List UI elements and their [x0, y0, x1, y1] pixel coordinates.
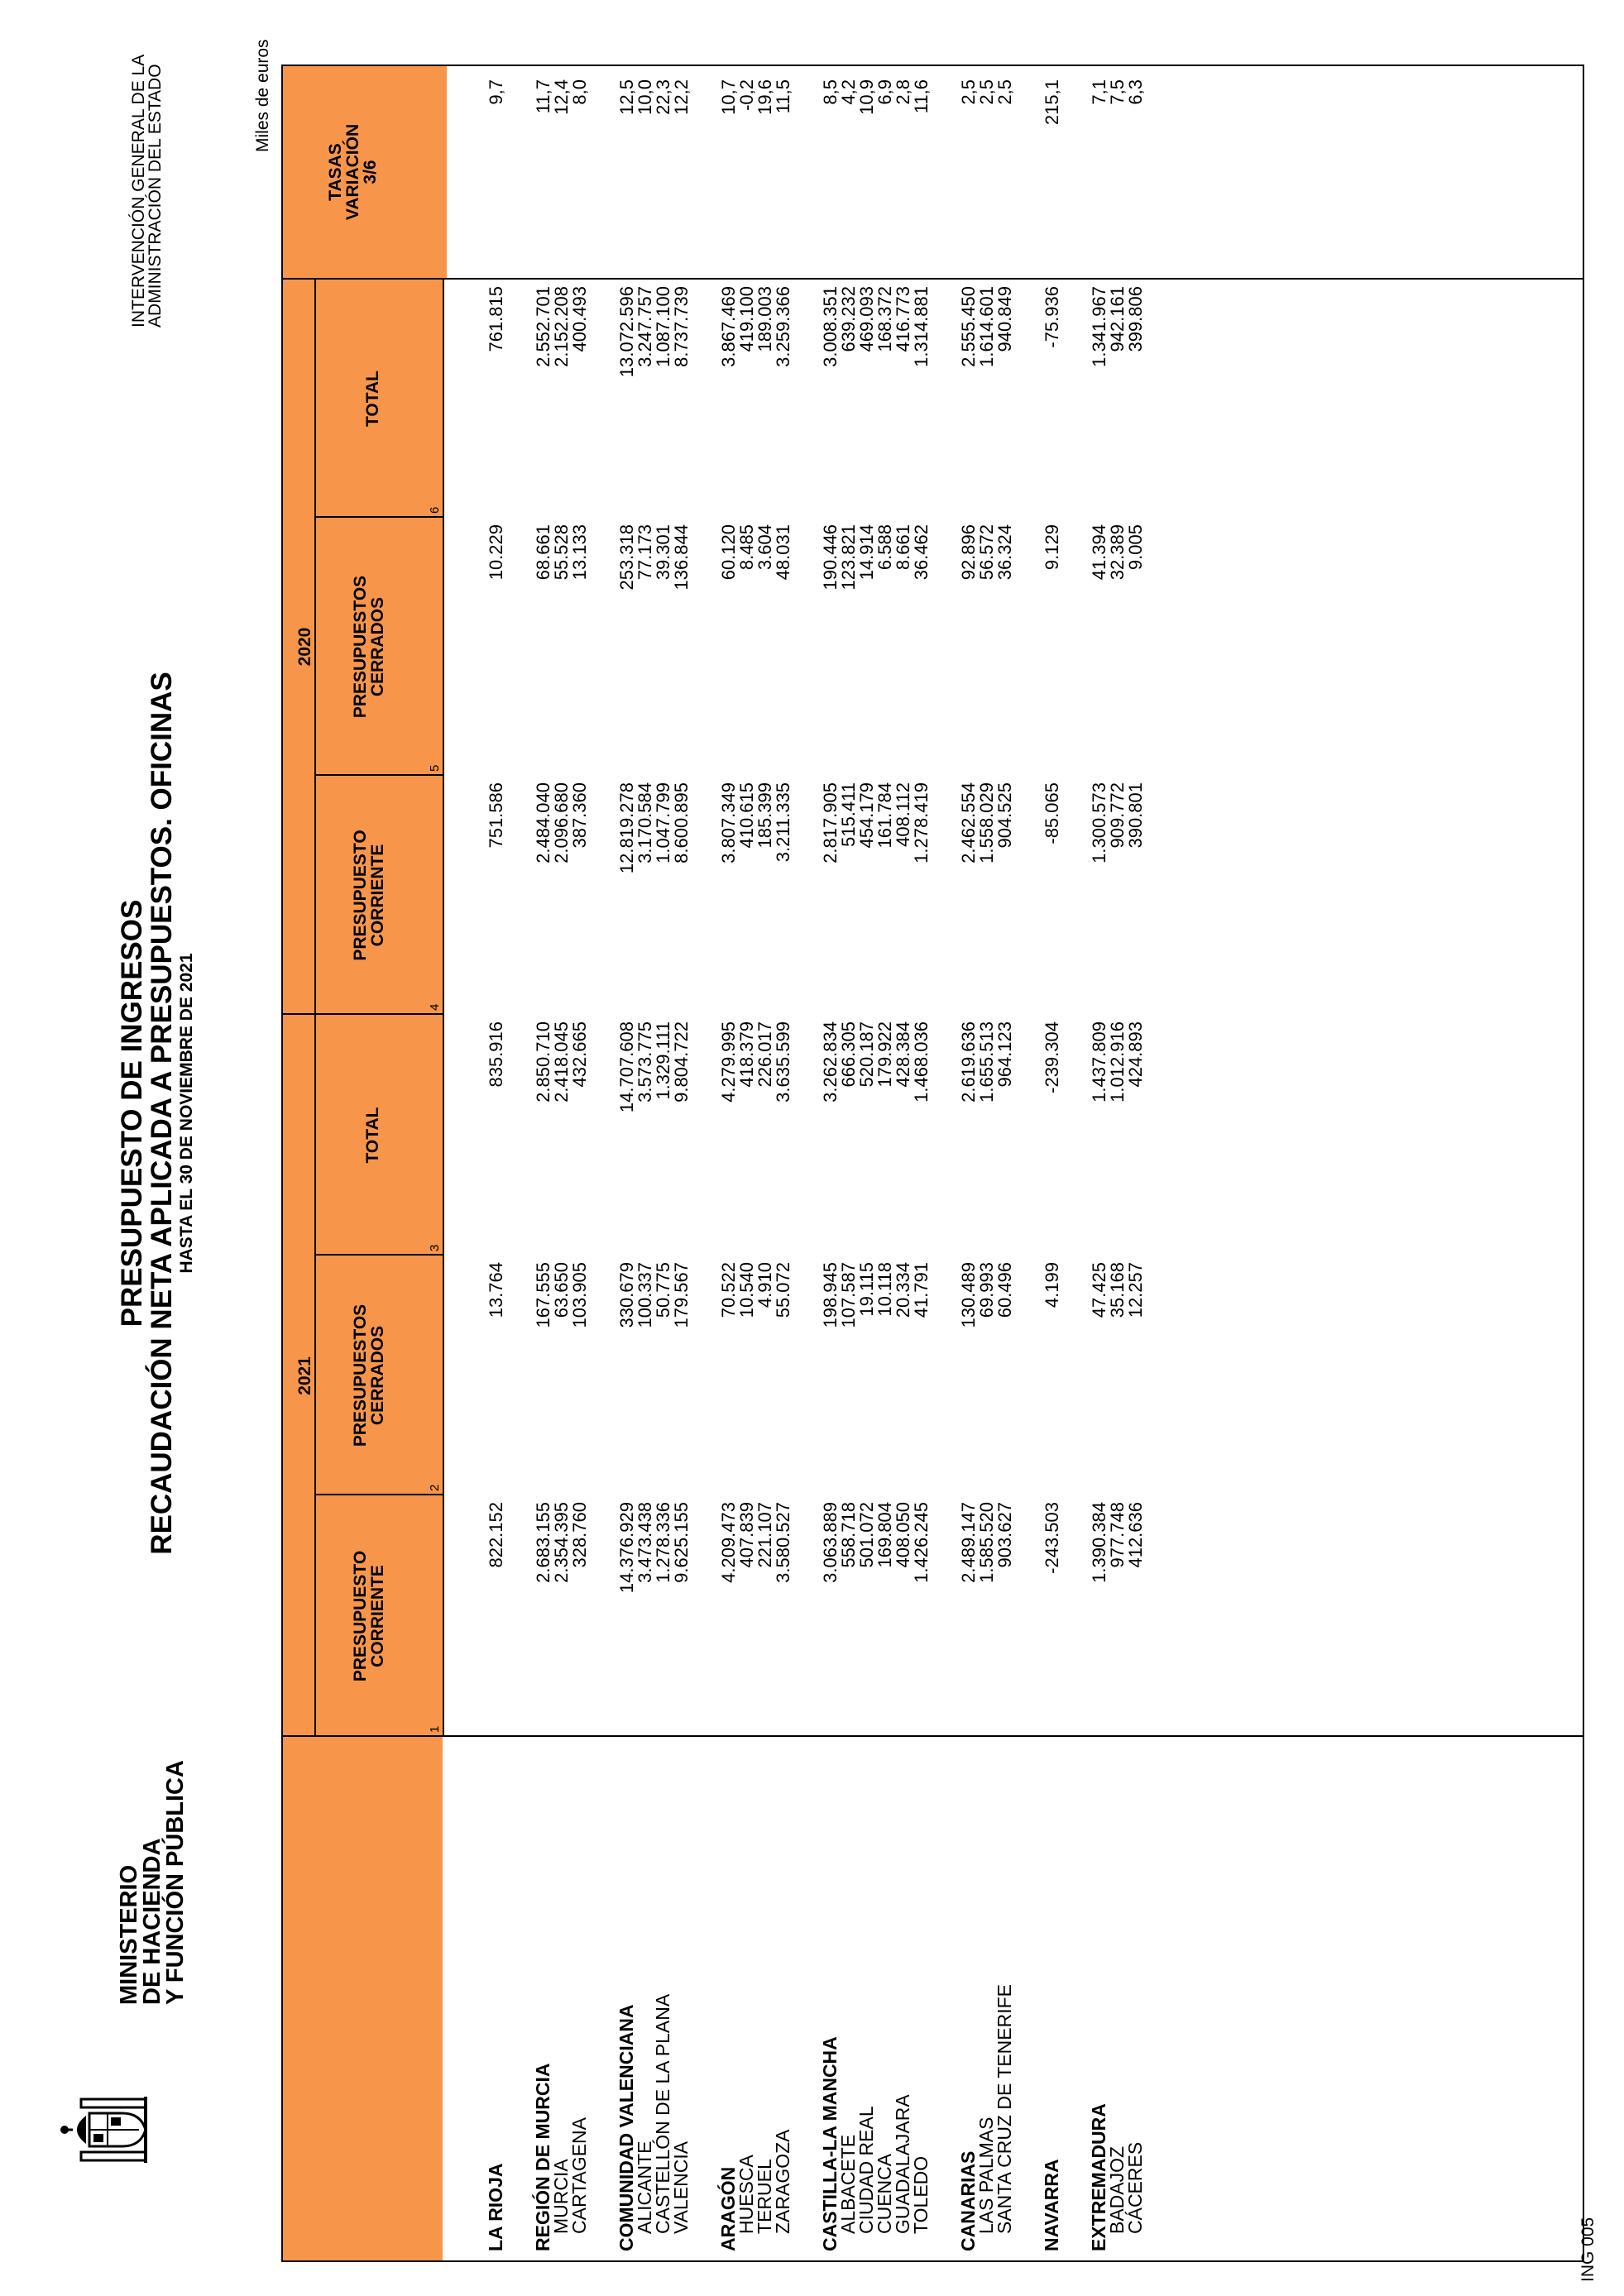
table-cell: 515.411	[838, 782, 859, 847]
table-cell: 100.337	[635, 1262, 655, 1328]
table-cell: 39.301	[653, 524, 673, 581]
table-cell: 2.850.710	[533, 1021, 553, 1103]
table-cell: 3.635.599	[773, 1021, 793, 1103]
column-number: 5	[428, 764, 442, 772]
table-cell: 190.446	[820, 524, 841, 591]
office-row-label: GUADALAJARA	[892, 2094, 913, 2234]
data-table	[281, 65, 1584, 2262]
table-cell: 253.318	[616, 524, 637, 591]
table-cell: 469.093	[856, 286, 877, 352]
table-cell: 11,5	[773, 79, 793, 114]
table-cell: 4.199	[1042, 1262, 1062, 1308]
table-cell: 428.384	[893, 1021, 913, 1088]
report-subtitle: RECAUDACIÓN NETA APLICADA A PRESUPUESTOS. OFICINAS	[146, 672, 178, 1555]
table-cell: 12,5	[616, 79, 637, 115]
table-cell: 185.399	[755, 782, 775, 849]
column-header-line: TOTAL	[363, 1107, 382, 1164]
office-row-label: TERUEL	[754, 2159, 775, 2234]
region-row-label: CANARIAS	[957, 2150, 979, 2251]
column-header	[364, 280, 381, 518]
table-cell: 3.580.527	[773, 1502, 793, 1583]
table-cell: 1.047.799	[653, 782, 673, 863]
table-cell: 4,2	[838, 79, 859, 105]
ministry-name	[117, 1760, 187, 2005]
office-row-label: HUESCA	[735, 2155, 757, 2234]
table-cell: 835.916	[486, 1021, 506, 1088]
column-header-line: PRESUPUESTO	[351, 1550, 370, 1682]
table-cell: 1.426.245	[911, 1502, 932, 1583]
office-row-label: ALBACETE	[837, 2134, 859, 2234]
column-header-line: CORRIENTE	[368, 1565, 387, 1667]
issuer-name	[131, 55, 164, 328]
table-cell: 55.528	[551, 524, 572, 581]
table-cell: 751.586	[486, 782, 506, 849]
table-cell: 1.437.809	[1089, 1021, 1109, 1103]
table-cell: 2.484.040	[533, 782, 553, 863]
table-cell: 977.748	[1107, 1502, 1128, 1568]
table-cell: 12.257	[1125, 1262, 1146, 1318]
column-header	[352, 776, 386, 1015]
column-header	[352, 1495, 386, 1737]
table-cell: 1.585.520	[976, 1502, 997, 1583]
table-cell: 964.123	[994, 1021, 1015, 1088]
table-cell: 56.572	[976, 524, 997, 581]
table-cell: 13.764	[486, 1262, 506, 1318]
table-cell: -75.936	[1042, 286, 1062, 348]
table-cell: 55.072	[773, 1262, 793, 1318]
table-cell: 3.247.757	[635, 286, 655, 367]
table-cell: 9.804.722	[671, 1021, 692, 1103]
office-row-label: CUENCA	[874, 2153, 895, 2234]
column-header	[327, 65, 379, 280]
units-label: Miles de euros	[253, 39, 272, 152]
office-row-label: CÁCERES	[1124, 2141, 1146, 2234]
table-cell: 12,2	[671, 79, 692, 115]
table-cell: 1.329.111	[653, 1021, 673, 1100]
table-cell: 1.278.336	[653, 1502, 673, 1583]
table-cell: 3.604	[755, 524, 775, 571]
issuer-line-2: ADMINISTRACIÓN DEL ESTADO	[146, 64, 165, 328]
report-period: HASTA EL 30 DE NOVIEMBRE DE 2021	[177, 953, 196, 1274]
table-cell: 4.209.473	[718, 1502, 739, 1583]
office-row-label: BADAJOZ	[1106, 2145, 1128, 2234]
column-header-line: PRESUPUESTOS	[351, 1303, 370, 1447]
table-cell: 13.133	[569, 524, 590, 581]
table-cell: 3.170.584	[635, 782, 655, 863]
table-cell: 189.003	[755, 286, 775, 352]
table-cell: 3.573.775	[635, 1021, 655, 1103]
table-cell: 12.819.278	[616, 782, 637, 874]
table-cell: 226.017	[755, 1021, 775, 1088]
table-cell: 103.905	[569, 1262, 590, 1328]
table-cell: 558.718	[838, 1502, 859, 1568]
table-cell: 63.650	[551, 1262, 572, 1318]
table-cell: 11,6	[911, 79, 932, 114]
table-cell: 2.817.905	[820, 782, 841, 863]
table-cell: 909.772	[1107, 782, 1128, 849]
office-row-label: CIUDAD REAL	[855, 2106, 877, 2234]
table-cell: 2.552.701	[533, 286, 553, 367]
office-row-label: LAS PALMAS	[975, 2117, 997, 2234]
table-cell: 8,0	[569, 79, 590, 105]
column-divider	[281, 1735, 1584, 1737]
table-cell: 2,5	[976, 79, 997, 105]
office-row-label: SANTA CRUZ DE TENERIFE	[994, 1983, 1015, 2234]
table-cell: 12,4	[551, 79, 572, 115]
table-cell: 761.815	[486, 286, 506, 352]
table-cell: 168.372	[874, 286, 895, 352]
region-row-label: EXTREMADURA	[1088, 2103, 1109, 2251]
table-cell: 2.619.636	[958, 1021, 979, 1103]
table-cell: -85.065	[1042, 782, 1062, 844]
column-divider	[281, 278, 1584, 280]
table-cell: 2,8	[893, 79, 913, 105]
table-cell: -243.503	[1042, 1502, 1062, 1574]
table-cell: 330.679	[616, 1262, 637, 1328]
region-row-label: NAVARRA	[1041, 2159, 1062, 2251]
region-row-label: COMUNIDAD VALENCIANA	[616, 2004, 637, 2251]
table-cell: 68.661	[533, 524, 553, 581]
column-header-line: PRESUPUESTO	[351, 830, 370, 961]
table-cell: 14.376.929	[616, 1502, 637, 1594]
column-number: 3	[428, 1244, 442, 1251]
column-header-line: PRESUPUESTOS	[351, 575, 370, 719]
year-2021-header: 2021	[295, 1356, 314, 1395]
table-cell: 10,9	[856, 79, 877, 115]
table-cell: 179.567	[671, 1262, 692, 1328]
column-header	[364, 1015, 381, 1256]
table-cell: 32.389	[1107, 524, 1128, 581]
table-cell: 6.588	[874, 524, 895, 571]
table-cell: 1.012.916	[1107, 1021, 1128, 1103]
table-cell: 14.707.608	[616, 1021, 637, 1113]
table-cell: 1.087.100	[653, 286, 673, 367]
table-cell: 2.489.147	[958, 1502, 979, 1583]
spanish-coat-of-arms-icon	[56, 2093, 156, 2167]
table-cell: 8.485	[736, 524, 757, 571]
table-cell: 419.100	[736, 286, 757, 352]
column-header-line: VARIACIÓN	[343, 123, 362, 221]
issuer-line-1: INTERVENCIÓN GENERAL DE LA	[129, 54, 148, 328]
table-cell: 7,5	[1107, 79, 1128, 105]
column-header	[352, 518, 386, 776]
office-row-label: TOLEDO	[910, 2155, 932, 2234]
table-cell: 2,5	[958, 79, 979, 105]
office-row-label: VALENCIA	[670, 2141, 692, 2234]
table-cell: 9,7	[486, 79, 506, 105]
table-cell: 2.152.208	[551, 286, 572, 367]
header-bottom-line	[443, 279, 444, 1737]
table-cell: 3.259.366	[773, 286, 793, 367]
table-cell: 167.555	[533, 1262, 553, 1328]
table-cell: 666.305	[838, 1021, 859, 1088]
column-header-line: TASAS	[326, 143, 345, 201]
table-cell: 4.279.995	[718, 1021, 739, 1103]
table-cell: 2.555.450	[958, 286, 979, 367]
table-cell: 2,5	[994, 79, 1015, 105]
table-cell: 221.107	[755, 1502, 775, 1568]
column-number: 2	[428, 1484, 442, 1491]
table-cell: 328.760	[569, 1502, 590, 1568]
table-cell: 9.129	[1042, 524, 1062, 571]
table-cell: 407.839	[736, 1502, 757, 1568]
ministry-line-2: DE HACIENDA	[139, 1838, 165, 2005]
table-cell: 9.005	[1125, 524, 1146, 571]
table-cell: 1.278.419	[911, 782, 932, 863]
table-cell: 50.775	[653, 1262, 673, 1318]
table-cell: 13.072.596	[616, 286, 637, 378]
table-cell: 454.179	[856, 782, 877, 849]
table-cell: 3.211.335	[773, 782, 793, 863]
table-cell: 70.522	[718, 1262, 739, 1318]
table-cell: 1.300.573	[1089, 782, 1109, 863]
table-cell: 904.525	[994, 782, 1015, 849]
table-cell: 2.462.554	[958, 782, 979, 863]
table-cell: 7,1	[1089, 79, 1109, 105]
table-cell: 1.341.967	[1089, 286, 1109, 367]
column-header-line: CORRIENTE	[368, 844, 387, 947]
table-cell: 8.600.895	[671, 782, 692, 863]
table-cell: 20.334	[893, 1262, 913, 1318]
office-row-label: CARTAGENA	[568, 2117, 590, 2234]
table-cell: 19.115	[856, 1262, 877, 1317]
table-cell: 14.914	[856, 524, 877, 581]
office-row-label: CASTELLÓN DE LA PLANA	[652, 1993, 673, 2234]
office-row-label: ALICANTE	[634, 2141, 655, 2234]
table-cell: 1.655.513	[976, 1021, 997, 1103]
table-cell: 19,6	[755, 79, 775, 115]
table-cell: 35.168	[1107, 1262, 1128, 1318]
year-2020-header: 2020	[295, 627, 314, 667]
column-header-line: 3/6	[361, 160, 380, 184]
table-cell: 416.773	[893, 286, 913, 352]
table-cell: -0,2	[736, 79, 757, 111]
region-row-label: ARAGÓN	[717, 2166, 739, 2251]
table-cell: 10,7	[718, 79, 739, 115]
table-cell: 520.187	[856, 1021, 877, 1088]
table-cell: 390.801	[1125, 782, 1146, 849]
table-cell: 400.493	[569, 286, 590, 352]
table-cell: 9.625.155	[671, 1502, 692, 1583]
report-title: PRESUPUESTO DE INGRESOS	[116, 899, 148, 1327]
table-cell: 408.050	[893, 1502, 913, 1568]
table-cell: 942.161	[1107, 286, 1128, 352]
table-cell: 215,1	[1042, 79, 1062, 126]
table-cell: 3.063.889	[820, 1502, 841, 1583]
table-cell: 940.849	[994, 286, 1015, 352]
table-cell: 501.072	[856, 1502, 877, 1568]
table-cell: 8.737.739	[671, 286, 692, 367]
table-cell: 822.152	[486, 1502, 506, 1568]
table-cell: 2.683.155	[533, 1502, 553, 1583]
ministry-line-3: Y FUNCIÓN PÚBLICA	[162, 1760, 189, 2005]
table-cell: 1.390.384	[1089, 1502, 1109, 1583]
column-number: 1	[428, 1725, 442, 1733]
table-cell: 123.821	[838, 524, 859, 591]
table-cell: 10.229	[486, 524, 506, 581]
office-row-label: ZARAGOZA	[772, 2129, 793, 2234]
table-cell: 60.496	[994, 1262, 1015, 1318]
table-cell: 6,3	[1125, 79, 1146, 105]
table-cell: 107.587	[838, 1262, 859, 1328]
table-cell: 22,3	[653, 79, 673, 115]
table-cell: 10.540	[736, 1262, 757, 1318]
year-divider-line	[314, 279, 316, 1737]
table-cell: 3.807.349	[718, 782, 739, 863]
table-cell: 3.473.438	[635, 1502, 655, 1583]
table-cell: 60.120	[718, 524, 739, 581]
table-cell: -239.304	[1042, 1021, 1062, 1093]
table-cell: 198.945	[820, 1262, 841, 1328]
table-cell: 92.896	[958, 524, 979, 581]
table-cell: 3.008.351	[820, 286, 841, 367]
table-cell: 408.112	[893, 782, 913, 847]
table-cell: 10.118	[874, 1262, 895, 1317]
region-row-label: CASTILLA-LA MANCHA	[819, 2036, 841, 2251]
table-cell: 6,9	[874, 79, 895, 105]
table-cell: 432.665	[569, 1021, 590, 1088]
table-cell: 169.804	[874, 1502, 895, 1568]
table-cell: 1.314.881	[911, 286, 932, 367]
table-cell: 10,0	[635, 79, 655, 115]
table-cell: 130.489	[958, 1262, 979, 1328]
column-header-line: TOTAL	[363, 370, 382, 428]
table-cell: 41.394	[1089, 524, 1109, 581]
table-cell: 41.791	[911, 1262, 932, 1318]
table-cell: 69.993	[976, 1262, 997, 1318]
table-cell: 8,5	[820, 79, 841, 105]
table-cell: 136.844	[671, 524, 692, 591]
table-cell: 1.558.029	[976, 782, 997, 863]
table-cell: 410.615	[736, 782, 757, 849]
table-cell: 399.806	[1125, 286, 1146, 352]
table-cell: 36.324	[994, 524, 1015, 581]
column-number: 4	[428, 1003, 442, 1011]
column-number: 6	[428, 506, 442, 514]
table-cell: 4.910	[755, 1262, 775, 1308]
table-cell: 3.262.834	[820, 1021, 841, 1103]
table-cell: 903.627	[994, 1502, 1015, 1568]
table-cell: 2.096.680	[551, 782, 572, 863]
table-cell: 36.462	[911, 524, 932, 581]
table-cell: 8.661	[893, 524, 913, 571]
table-cell: 418.379	[736, 1021, 757, 1088]
table-cell: 424.893	[1125, 1021, 1146, 1088]
table-cell: 1.468.036	[911, 1021, 932, 1103]
table-cell: 77.173	[635, 524, 655, 581]
table-cell: 48.031	[773, 524, 793, 581]
column-header	[352, 1256, 386, 1495]
table-cell: 2.354.395	[551, 1502, 572, 1583]
region-row-label: REGIÓN DE MURCIA	[532, 2063, 553, 2251]
column-header-line: CERRADOS	[368, 596, 387, 697]
table-cell: 1.614.601	[976, 286, 997, 367]
form-code: ING 005	[1578, 2217, 1598, 2282]
table-cell: 161.784	[874, 782, 895, 849]
table-cell: 387.360	[569, 782, 590, 849]
office-row-label: MURCIA	[550, 2159, 572, 2234]
table-cell: 3.867.469	[718, 286, 739, 367]
table-cell: 412.636	[1125, 1502, 1146, 1568]
ministry-line-1: MINISTERIO	[116, 1864, 142, 2005]
table-cell: 179.922	[874, 1021, 895, 1088]
column-header-line: CERRADOS	[368, 1325, 387, 1426]
table-cell: 2.418.045	[551, 1021, 572, 1103]
table-cell: 639.232	[838, 286, 859, 352]
table-cell: 11,7	[533, 79, 553, 114]
region-row-label: LA RIOJA	[485, 2163, 506, 2251]
table-cell: 47.425	[1089, 1262, 1109, 1318]
